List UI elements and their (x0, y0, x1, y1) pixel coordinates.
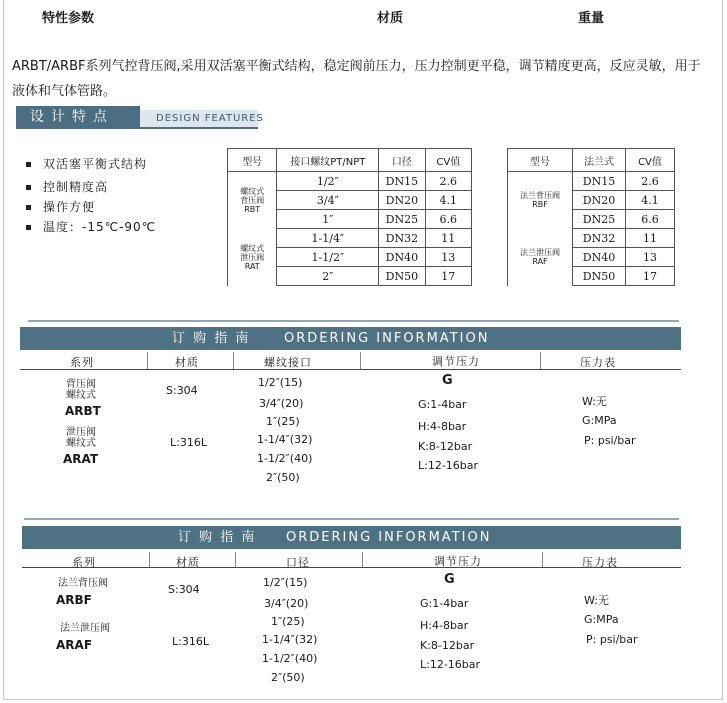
header-characteristics: 特性参数 (42, 11, 95, 26)
pressure-option: K:8-12bar (420, 639, 475, 652)
thread-spec-table (227, 148, 472, 286)
pressure-code: G (444, 572, 455, 587)
design-features-en: DESIGN FEATURES (156, 113, 264, 124)
col-header: 型号 (508, 149, 573, 172)
col-header-series: 系列 (72, 556, 96, 569)
series-label: 螺纹式 (66, 438, 96, 449)
gauge-option: G:MPa (582, 414, 617, 427)
material-option: L:316L (172, 635, 209, 648)
feature-item: 双活塞平衡式结构 (26, 155, 147, 172)
col-header-pressure: 调节压力 (434, 555, 482, 568)
col-header-series: 系列 (70, 356, 94, 369)
table-row: 螺纹式 泄压阀 RAT 1-1/4″ DN32 11 (228, 229, 472, 248)
col-header: 口径 (379, 149, 425, 172)
size-option: 2″(50) (271, 671, 305, 684)
material-option: L:316L (170, 436, 207, 449)
col-header-gauge: 压力表 (582, 556, 618, 569)
series-code: ARBT (65, 404, 101, 418)
table-row: 1″ DN25 6.6 (228, 210, 472, 229)
col-header-material: 材质 (175, 356, 199, 369)
design-features-title: 设计特点 (16, 106, 140, 128)
size-option: 1/2″(15) (263, 576, 308, 589)
series-code: ARAT (63, 452, 99, 466)
pressure-option: L:12-16bar (418, 459, 479, 472)
col-header: CV值 (425, 149, 471, 172)
series-label: 法兰泄压阀 (60, 623, 110, 634)
feature-item: 操作方便 (26, 198, 95, 215)
bullet-icon (26, 205, 31, 210)
table-row: 法兰泄压阀 RAF DN32 11 (508, 229, 675, 248)
section-divider (24, 518, 679, 520)
col-header-pressure: 调节压力 (432, 355, 480, 368)
size-option: 1-1/4″(32) (257, 433, 313, 446)
col-header-gauge: 压力表 (580, 356, 616, 369)
model-cell-rat: 螺纹式 泄压阀 RAT (228, 229, 277, 286)
size-option: 2″(50) (266, 471, 300, 484)
series-label: 背压阀 (66, 379, 96, 390)
series-label: 泄压阀 (66, 427, 96, 438)
pressure-option: H:4-8bar (418, 420, 467, 433)
bullet-icon (26, 185, 31, 190)
flange-spec-table (507, 148, 675, 286)
model-cell-raf: 法兰泄压阀 RAF (508, 229, 573, 286)
series-label: 法兰背压阀 (58, 578, 108, 589)
gauge-option: P: psi/bar (584, 434, 636, 447)
pressure-option: G:1-4bar (420, 597, 469, 610)
pressure-option: L:12-16bar (420, 658, 481, 671)
size-option: 1-1/2″(40) (262, 652, 318, 665)
size-option: 1″(25) (271, 615, 305, 628)
col-header: 法兰式 (573, 149, 626, 172)
feature-item: 温度：-15℃-90℃ (26, 218, 156, 235)
gauge-option: W:无 (584, 594, 609, 607)
material-option: S:304 (166, 384, 198, 397)
col-header: 接口螺纹PT/NPT (277, 149, 379, 172)
pressure-code: G (442, 373, 453, 388)
col-header-size: 口径 (286, 556, 310, 569)
size-option: 3/4″(20) (259, 397, 304, 410)
banner-underline (16, 127, 258, 129)
gauge-option: W:无 (582, 395, 607, 408)
col-header: CV值 (626, 149, 675, 172)
series-code: ARAF (56, 638, 93, 652)
bullet-icon (26, 162, 31, 167)
material-option: S:304 (168, 583, 200, 596)
ordering-title-bar-2: 订 购 指 南 ORDERING INFORMATION (22, 526, 681, 549)
size-option: 1-1/2″(40) (257, 452, 313, 465)
table-row: 2″ DN50 17 (228, 267, 472, 286)
intro-paragraph: ARBT/ARBF系列气控背压阀,采用双活塞平衡式结构，稳定阀前压力，压力控制更平稳，调节精度更高，反应灵敏，用于液体和气体管路。 (12, 59, 701, 99)
table-header-row (508, 149, 675, 172)
gauge-option: G:MPa (584, 613, 619, 626)
table-row: 螺纹式 背压阀 RBT 1/2″ DN15 2.6 (228, 172, 472, 191)
model-cell-rbt: 螺纹式 背压阀 RBT (228, 172, 277, 229)
table-row: DN25 6.6 (508, 210, 675, 229)
size-option: 1″(25) (266, 415, 300, 428)
ordering-title-bar-1: 订 购 指 南 ORDERING INFORMATION (20, 327, 681, 350)
bullet-icon (26, 225, 31, 230)
section-divider (28, 320, 679, 322)
table-header-row (228, 149, 472, 172)
col-header-material: 材质 (176, 556, 200, 569)
header-weight: 重量 (578, 11, 605, 26)
page-frame (3, 0, 723, 700)
feature-item: 控制精度高 (26, 178, 108, 195)
pressure-option: K:8-12bar (418, 440, 473, 453)
pressure-option: H:4-8bar (420, 619, 469, 632)
size-option: 1-1/4″(32) (262, 633, 318, 646)
table-row: DN50 17 (508, 267, 675, 286)
col-header-size: 螺纹接口 (264, 356, 312, 369)
model-cell-rbf: 法兰背压阀 RBF (508, 172, 573, 229)
size-option: 1/2″(15) (258, 376, 303, 389)
header-material: 材质 (377, 11, 404, 26)
gauge-option: P: psi/bar (586, 633, 638, 646)
table-row: 3/4″ DN20 4.1 (228, 191, 472, 210)
size-option: 3/4″(20) (264, 597, 309, 610)
pressure-option: G:1-4bar (418, 398, 467, 411)
series-code: ARBF (56, 593, 92, 607)
col-header: 型号 (228, 149, 277, 172)
series-label: 螺纹式 (66, 390, 96, 401)
table-row: 1-1/2″ DN40 13 (228, 248, 472, 267)
table-row: DN40 13 (508, 248, 675, 267)
table-row: 法兰背压阀 RBF DN15 2.6 (508, 172, 675, 191)
table-row: DN20 4.1 (508, 191, 675, 210)
